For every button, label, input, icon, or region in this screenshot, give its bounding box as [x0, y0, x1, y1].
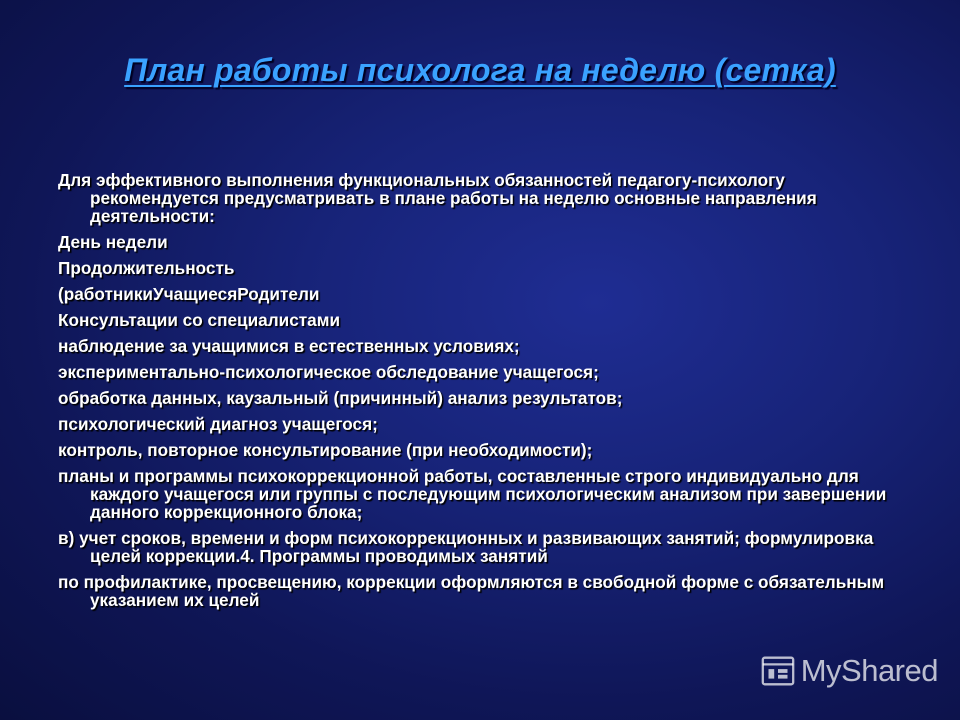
myshared-logo-icon [759, 652, 797, 690]
paragraph-control: контроль, повторное консультирование (при необходимости); [58, 440, 593, 460]
paragraph-programs-format: по профилактике, просвещению, коррекции оформляются в свободной форме с обязательным указанием их целей [58, 572, 885, 610]
paragraph-intro: Для эффективного выполнения функциональных обязанностей педагогу-психологу рекомендуется предусматривать в плане работы на неделю основные направления деятельности: [58, 170, 817, 226]
slide-body [58, 171, 888, 617]
paragraph-observation: наблюдение за учащимися в естественных условиях; [58, 336, 520, 356]
paragraph-schedule-accounting-text: в) учет сроков, времени и форм психокоррекционных и развивающих занятий; формулировка целей коррекции. [58, 528, 874, 566]
paragraph-examination: экспериментально-психологическое обследование учащегося; [58, 362, 599, 382]
paragraph-duration: Продолжительность [58, 258, 235, 278]
paragraph-consultations: Консультации со специалистами [58, 310, 341, 330]
paragraph-data-processing: обработка данных, каузальный (причинный) анализ результатов; [58, 388, 623, 408]
paragraph-diagnosis: психологический диагноз учащегося; [58, 414, 378, 434]
watermark-logo [759, 652, 938, 690]
paragraph-correction-plans: планы и программы психокоррекционной работы, составленные строго индивидуально для каждого учащегося или группы с последующим психологическим анализом при завершении данного коррекционного блока; [58, 466, 887, 522]
slide-title[interactable]: План работы психолога на неделю (сетка) [124, 52, 836, 88]
paragraph-schedule-accounting [58, 529, 888, 565]
paragraph-programs-heading: 4. Программы проводимых занятий [240, 546, 548, 566]
watermark-text: MyShared [800, 653, 938, 688]
paragraph-day-of-week: День недели [58, 232, 168, 252]
paragraph-participants: (работникиУчащиесяРодители [58, 284, 320, 304]
